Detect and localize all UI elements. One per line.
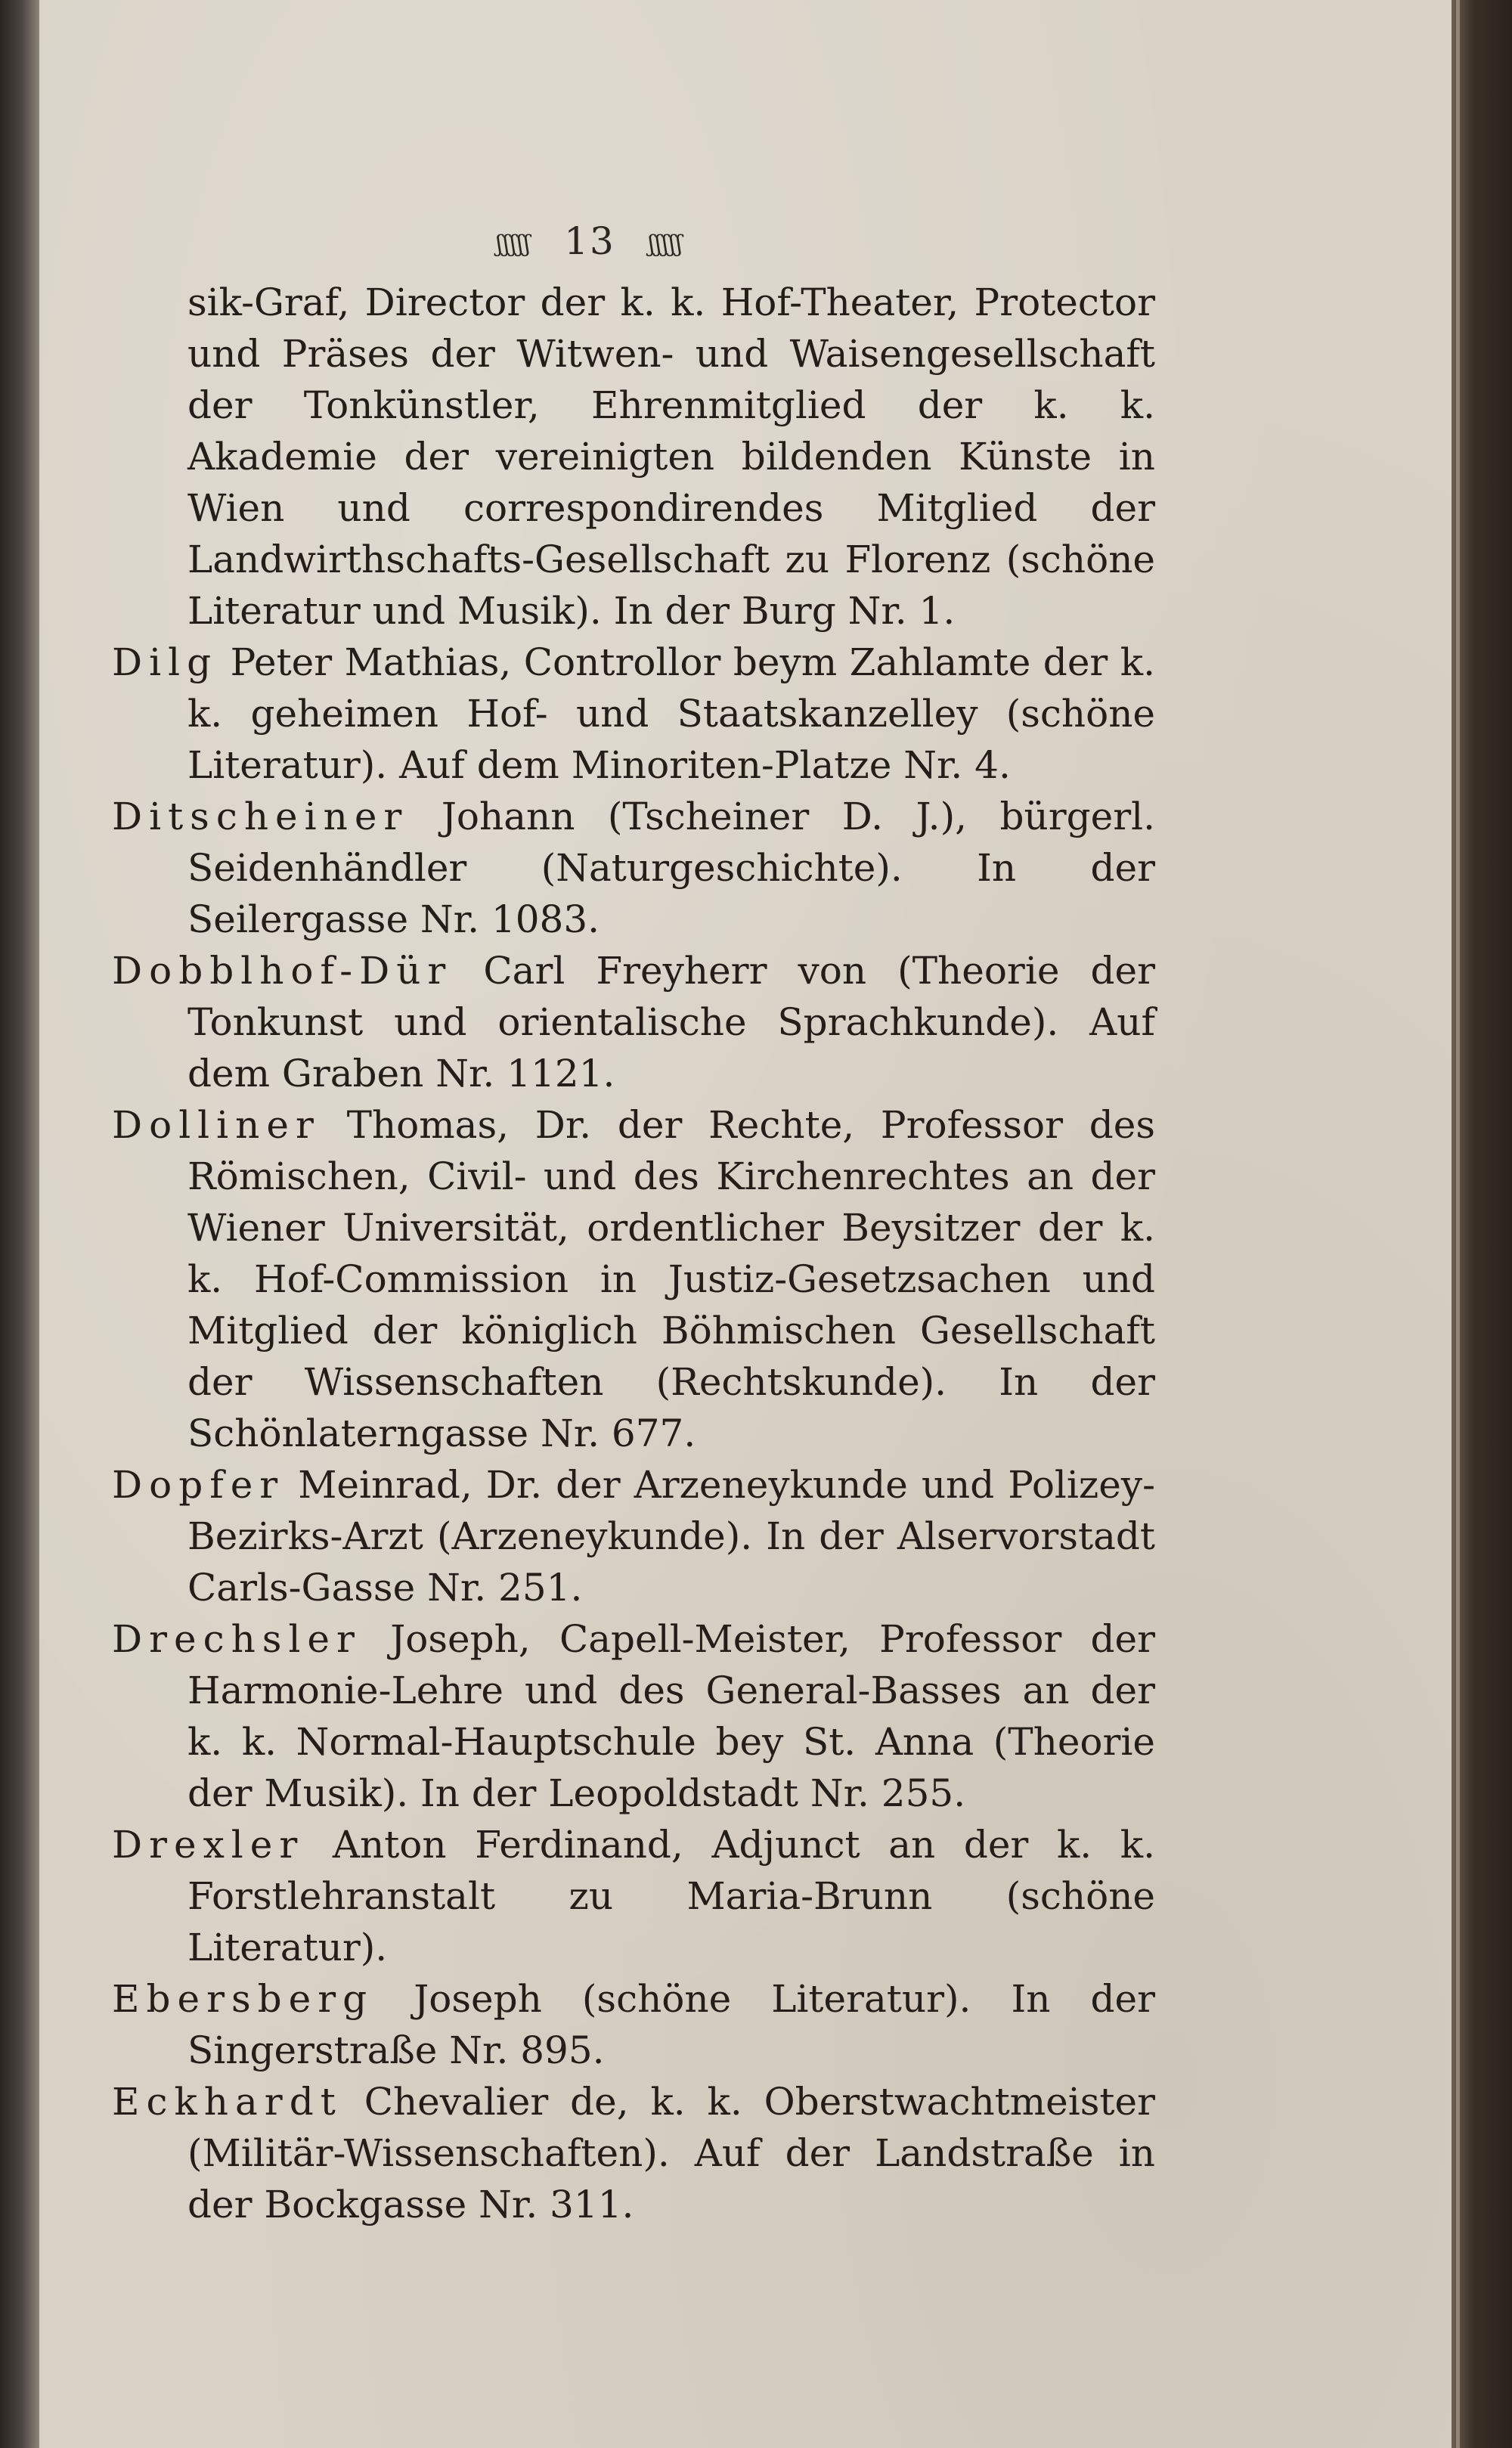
entry-surname: Drechsler [112,1617,361,1661]
entry-text: Joseph, Capell-Meister, Professor der Harmonie-Lehre und des General-Basses an der k. k. Normal-Hauptschule bey St. Anna (Theorie der Musik). In der Leopoldstadt Nr. 255. [187,1617,1155,1815]
entry-surname: Dilg [112,640,218,684]
entry-eckhardt [112,2076,1155,2230]
left-page-edge [0,0,39,2448]
entry-text: sik-Graf, Director der k. k. Hof-Theater, Protector und Präses der Witwen- und Waisengesellschaft der Tonkünstler, Ehrenmitglied der k. k. Akademie der vereinigten bildenden Künste in Wien und correspondirendes Mitglied der Landwirthschafts-Gesellschaft zu Florenz (schöne Literatur und Musik). In der Burg Nr. 1. [187,280,1155,633]
entry-surname: Ebersberg [112,1977,374,2021]
entry-text: Anton Ferdinand, Adjunct an der k. k. Forstlehranstalt zu Maria-Brunn (schöne Literatur). [187,1823,1155,1969]
entry-dobblhof-duer [112,945,1155,1099]
entry-drexler [112,1819,1155,1973]
book-binding-edge [1452,0,1512,2448]
entry-text: Johann (Tscheiner D. J.), bürgerl. Seidenhändler (Naturgeschichte). In der Seilergasse Nr. 1083. [187,795,1155,941]
entry-surname: Dolliner [112,1103,321,1147]
entry-ditscheiner [112,791,1155,945]
entry-ebersberg [112,1973,1155,2076]
header-ornament-right: ʃʃʃʃʃ [648,231,683,258]
entry-surname: Ditscheiner [112,795,409,838]
entry-dolliner [112,1099,1155,1459]
page-header [393,219,786,263]
entry-surname: Drexler [112,1823,305,1867]
entry-text: Meinrad, Dr. der Arzeneykunde und Polizey-Bezirks-Arzt (Arzeneykunde). In der Alservorstadt Carls-Gasse Nr. 251. [187,1463,1155,1610]
page-number: 13 [564,219,615,263]
entry-surname: Dopfer [112,1463,285,1507]
entry-text: Chevalier de, k. k. Oberstwachtmeister (Militär-Wissenschaften). Auf der Landstraße in der Bockgasse Nr. 311. [187,2080,1155,2226]
entry-dopfer [112,1459,1155,1613]
entry-surname: Eckhardt [112,2080,342,2124]
entry-surname: Dobblhof-Dür [112,949,453,993]
entry-continuation [112,277,1155,637]
entry-drechsler [112,1613,1155,1819]
entry-dilg [112,637,1155,791]
header-ornament-left: ʃʃʃʃʃ [496,231,531,258]
entry-text: Joseph (schöne Literatur). In der Singerstraße Nr. 895. [187,1977,1155,2072]
entry-text: Peter Mathias, Controllor beym Zahlamte der k. k. geheimen Hof- und Staatskanzelley (schöne Literatur). Auf dem Minoriten-Platze Nr. 4. [187,640,1155,787]
directory-text [112,277,1155,2230]
entry-text: Thomas, Dr. der Rechte, Professor des Römischen, Civil- und des Kirchenrechtes an der Wiener Universität, ordentlicher Beysitzer der k. k. Hof-Commission in Justiz-Gesetzsachen und Mitglied der königlich Böhmischen Gesellschaft der Wissenschaften (Rechtskunde). In der Schönlaterngasse Nr. 677. [187,1103,1155,1455]
entry-text: Carl Freyherr von (Theorie der Tonkunst und orientalische Sprachkunde). Auf dem Graben Nr. 1121. [187,949,1155,1095]
